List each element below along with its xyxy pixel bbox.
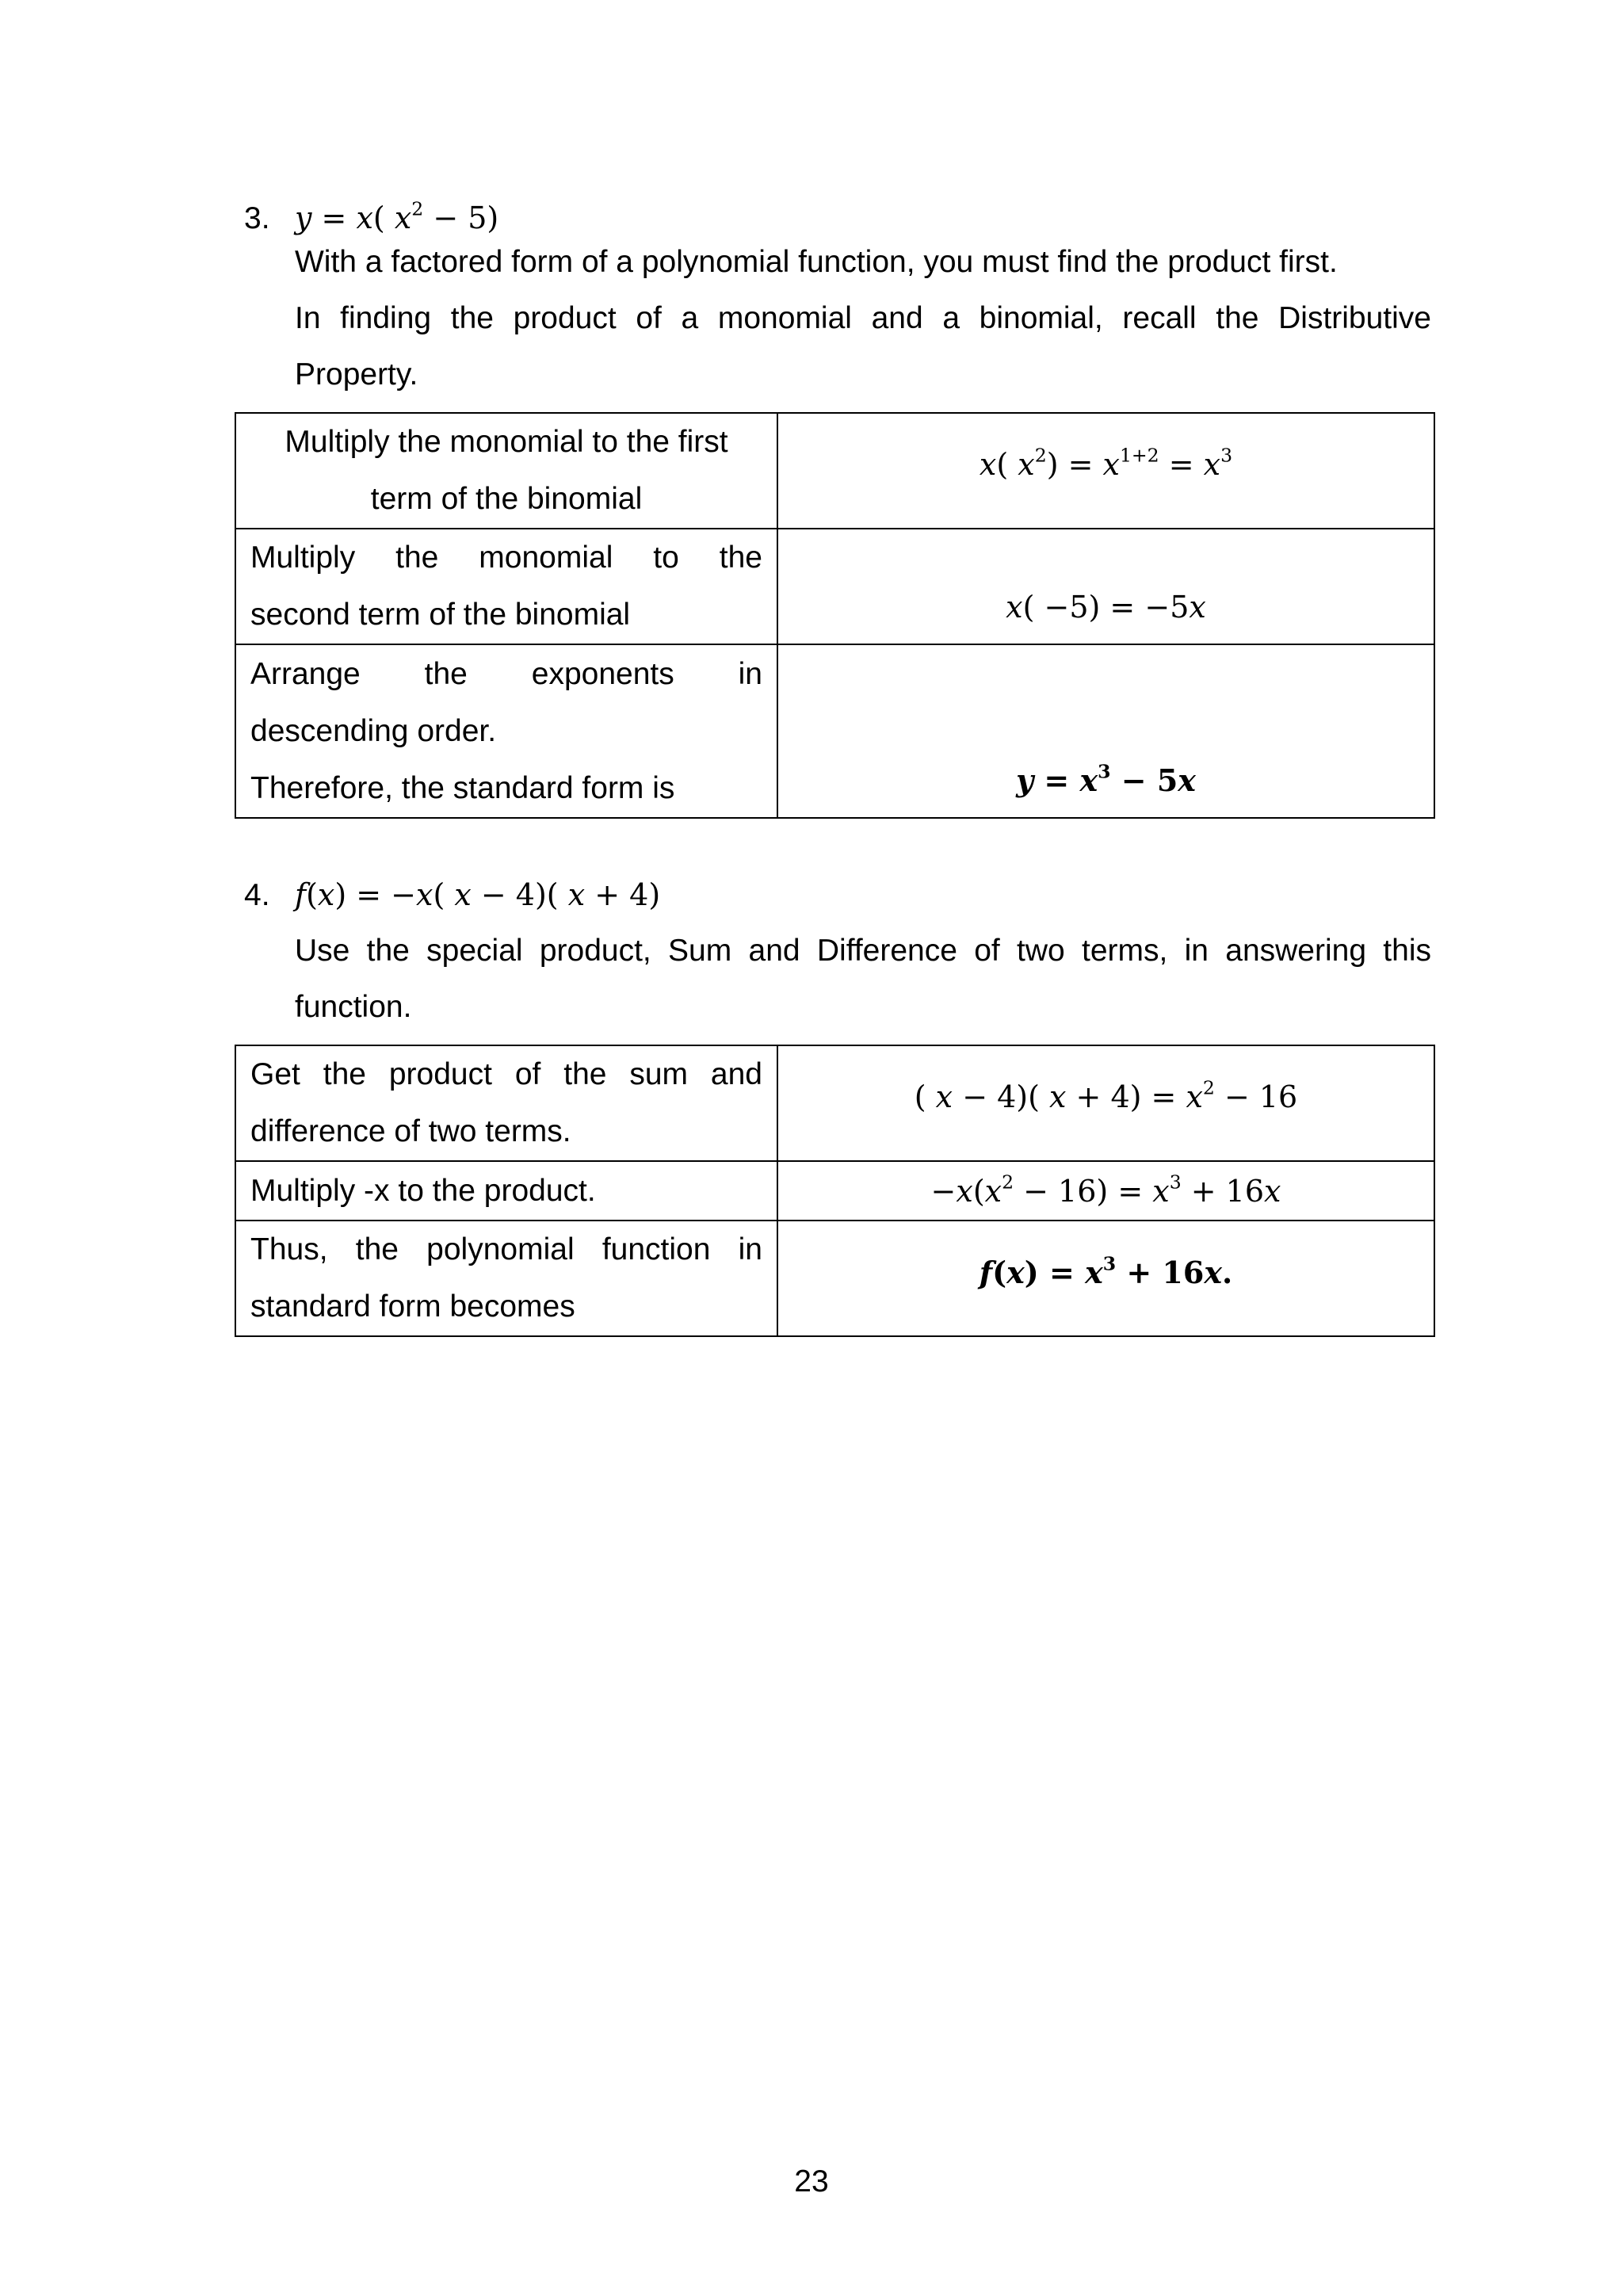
page-number: 23 <box>794 2164 829 2199</box>
explanation-line: In finding the product of a monomial and a binomial, recall the Distributive Property. <box>295 301 1431 392</box>
step-description: Multiply the monomial to the second term of the binomial <box>235 529 777 644</box>
problem-4-number: 4. <box>244 878 270 912</box>
problem-3-explanation <box>295 234 1431 403</box>
table-row <box>235 644 1434 818</box>
problem-3-heading <box>244 198 498 239</box>
table-row <box>235 413 1434 529</box>
problem-3-steps-table <box>235 412 1435 819</box>
problem-4-heading <box>244 875 660 915</box>
step-result: x( −5) = −5x <box>777 529 1434 644</box>
step-description: Arrange the exponents in descending order. Therefore, the standard form is <box>235 644 777 818</box>
problem-4-equation: f(x) = −x( x − 4)( x + 4) <box>295 877 661 912</box>
step-result: $y = x^3 - 5x$ <box>777 644 1434 818</box>
table-row <box>235 529 1434 644</box>
step-description: Thus, the polynomial function in standard form becomes <box>235 1221 777 1336</box>
problem-4-steps-table <box>235 1045 1435 1337</box>
step-description: Multiply the monomial to the first term of the binomial <box>235 413 777 529</box>
table-row <box>235 1161 1434 1221</box>
problem-4-explanation <box>295 923 1431 1035</box>
problem-3-number: 3. <box>244 201 270 235</box>
step-description: Multiply -x to the product. <box>235 1161 777 1221</box>
table-row <box>235 1045 1434 1161</box>
table-row <box>235 1221 1434 1336</box>
step-description: Get the product of the sum and difference of two terms. <box>235 1045 777 1161</box>
problem-3-equation: y = x( $x^2 - 5$) <box>295 197 499 235</box>
explanation-line: Use the special product, Sum and Difference of two terms, in answering this function. <box>295 934 1431 1024</box>
step-result: x( $x^2) = x^{1+2} = x^3$ <box>777 413 1434 529</box>
explanation-line: With a factored form of a polynomial function, you must find the product first. <box>295 245 1338 279</box>
step-result: ( x − 4)( $x + 4) = x^2 - 16$ <box>777 1045 1434 1161</box>
step-result: $f(x) = x^3 + 16x$. <box>777 1221 1434 1336</box>
step-result: $-x(x^2 - 16) = x^3 + 16x$ <box>777 1161 1434 1221</box>
